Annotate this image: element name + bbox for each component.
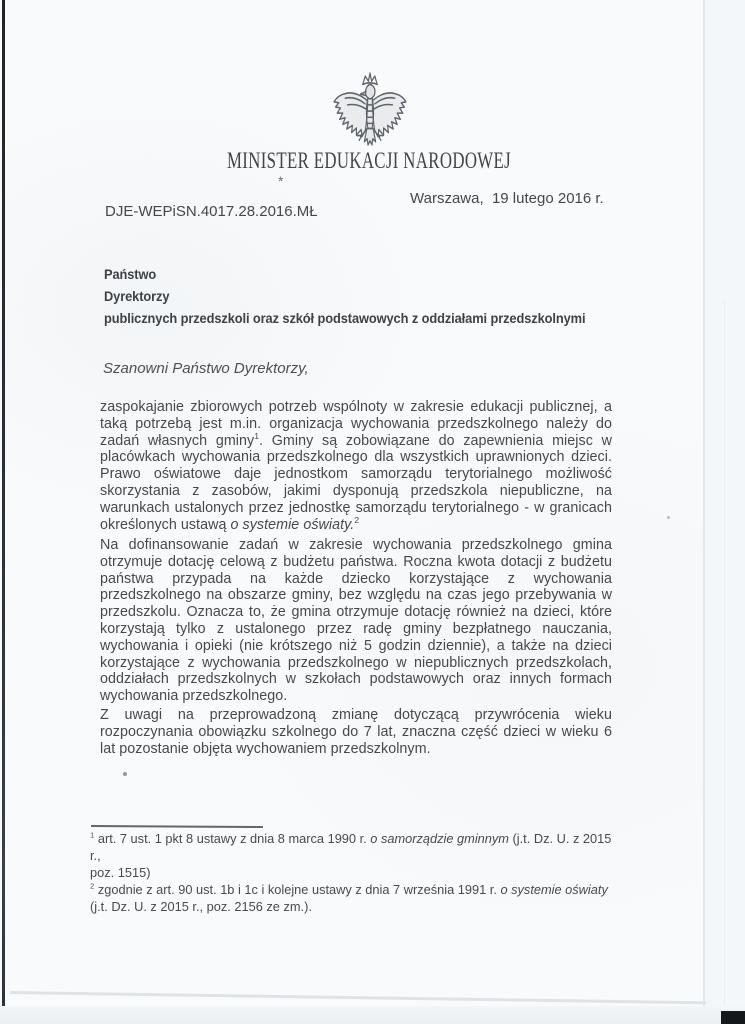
scan-corner-shadow xyxy=(721,1011,745,1024)
scan-speck-dot xyxy=(123,772,127,776)
place-and-date: Warszawa, 19 lutego 2016 r. xyxy=(410,190,604,207)
recipient-block xyxy=(104,264,662,329)
scan-speck-asterisk: * xyxy=(278,173,284,189)
footnote-separator-rule xyxy=(91,825,263,828)
recipient-line: Dyrektorzy xyxy=(104,288,170,304)
recipient-line: publicznych przedszkoli oraz szkół podstawowych z oddziałami przedszkolnymi xyxy=(104,310,586,326)
body-paragraph-1: zaspokajanie zbiorowych potrzeb wspólnoty w zakresie edukacji publicznej, a taką potrzebą jest m.in. organizacja wychowania przedszkolnego należy do zadań własnych gminy$^1$. Gminy są zobowiązane do zapewnienia miejsc w placówkach wychowania przedszkolnego dla wszystkich uprawnionych dzieci. Prawo oświatowe daje jednostkom samorządu terytorialnego możliwość skorzystania z zasobów, jakimi dysponują przedszkola niepubliczne, na warunkach ustalonych przez jednostkę samorządu terytorialnego - w granicach określonych ustawą o systemie oświaty.$^2$ xyxy=(100,399,612,533)
polish-crowned-eagle-emblem-icon xyxy=(330,70,410,153)
salutation: Szanowni Państwo Dyrektorzy, xyxy=(103,360,309,377)
body-paragraph-3: Z uwagi na przeprowadzoną zmianę dotyczącą przywrócenia wieku rozpoczynania obowiązku szkolnego do 7 lat, znaczna część dzieci w wieku 6 lat pozostanie objęta wychowaniem przedszkolnym. xyxy=(100,707,612,757)
footnote-1-line-1: $^1$ art. 7 ust. 1 pkt 8 ustawy z dnia 8 marca 1990 r. o samorządzie gminnym (j.t. Dz. U. z 2015 r., xyxy=(90,830,612,863)
ministry-title: MINISTER EDUKACJI NARODOWEJ xyxy=(226,148,512,173)
footnote-1-line-2: poz. 1515) xyxy=(90,865,151,880)
footnote-2-line-1: $^2$ zgodnie z art. 90 ust. 1b i 1c i kolejne ustawy z dnia 7 września 1991 r. o systemie oświaty xyxy=(90,881,608,897)
reference-number: DJE-WEPiSN.4017.28.2016.MŁ xyxy=(105,203,318,220)
scan-left-edge xyxy=(2,0,5,1024)
footnotes-block xyxy=(90,830,616,915)
paper-right-edge-faint xyxy=(724,300,725,1010)
body-paragraph-2: Na dofinansowanie zadań w zakresie wychowania przedszkolnego gmina otrzymuje dotację celową z budżetu państwa. Roczna kwota dotacji z budżetu państwa przypada na każde dziecko korzystające z wychowania przedszkolnego na obszarze gminy, bez względu na czas jego przebywania w przedszkolu. Oznacza to, że gmina otrzymuje dotację również na dzieci, które korzystają tylko z ustalonego przez radę gminy bezpłatnego nauczania, wychowania i opieki (nie krótszego niż 5 godzin dziennie), a także na dzieci korzystające z wychowania przedszkolnego w niepublicznych przedszkolach, oddziałach przedszkolnych w szkołach podstawowych oraz innych formach wychowania przedszkolnego. xyxy=(100,537,612,705)
paper-bottom-edge xyxy=(10,991,706,1004)
scan-speck-small xyxy=(667,516,670,519)
footnote-2-line-2: (j.t. Dz. U. z 2015 r., poz. 2156 ze zm.). xyxy=(90,899,312,914)
recipient-line: Państwo xyxy=(104,267,157,282)
scanner-bottom-band xyxy=(0,1006,745,1024)
